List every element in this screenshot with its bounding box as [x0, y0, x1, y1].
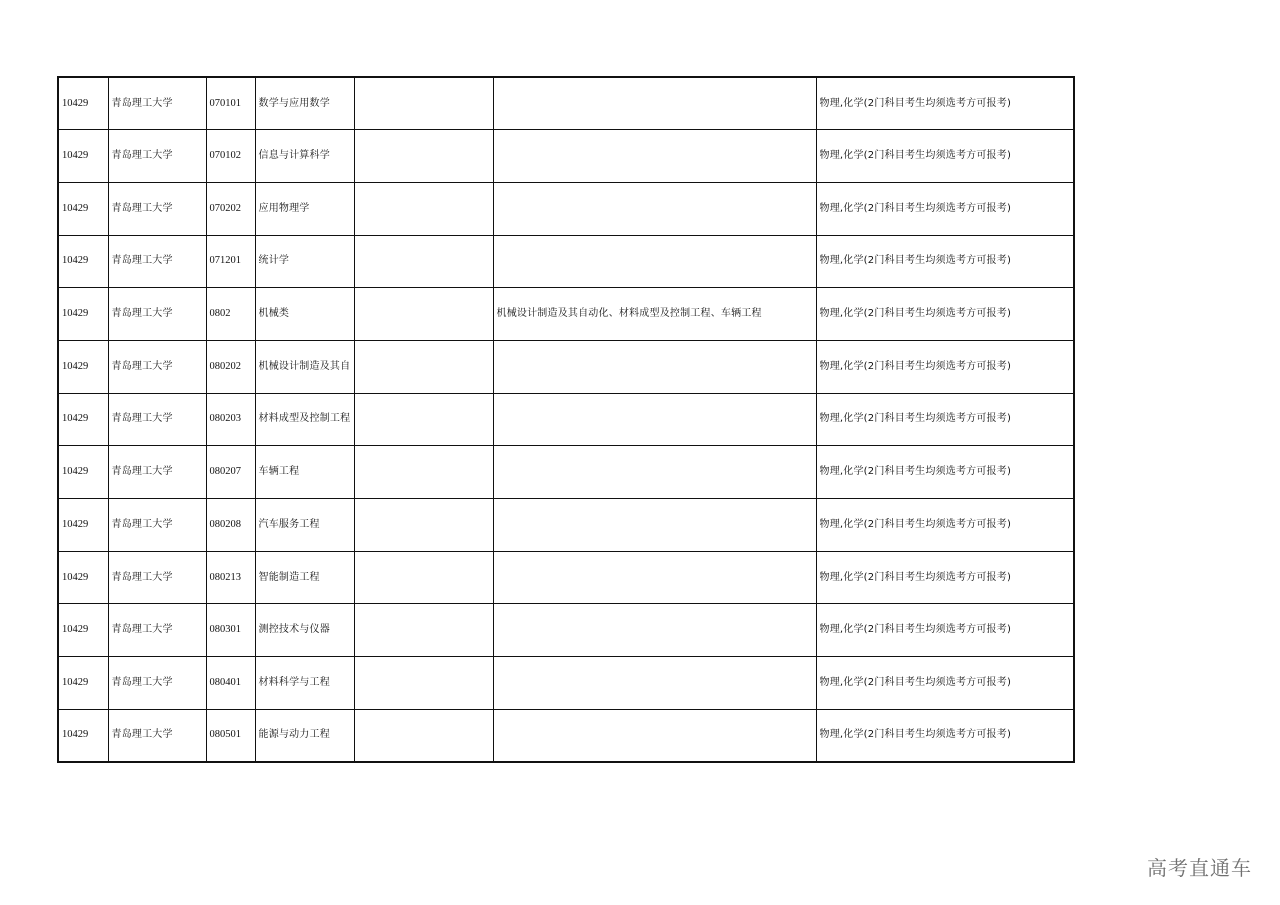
major-name-cell: 智能制造工程	[255, 551, 354, 604]
included-majors-cell	[493, 77, 816, 130]
table-row	[58, 551, 1074, 604]
included-majors-cell	[493, 130, 816, 183]
school-name-cell: 青岛理工大学	[108, 604, 206, 657]
included-majors-cell	[493, 393, 816, 446]
table-row	[58, 77, 1074, 130]
school-name-cell: 青岛理工大学	[108, 340, 206, 393]
table-row	[58, 709, 1074, 762]
table-row	[58, 604, 1074, 657]
table-row	[58, 182, 1074, 235]
subject-requirement-cell: 物理,化学(2门科目考生均须选考方可报考)	[816, 340, 1074, 393]
major-code-cell: 080501	[206, 709, 255, 762]
major-code-cell: 080301	[206, 604, 255, 657]
subject-requirement-cell: 物理,化学(2门科目考生均须选考方可报考)	[816, 182, 1074, 235]
table-row	[58, 446, 1074, 499]
subject-requirement-cell: 物理,化学(2门科目考生均须选考方可报考)	[816, 130, 1074, 183]
included-majors-cell	[493, 235, 816, 288]
school-name-cell: 青岛理工大学	[108, 393, 206, 446]
blank-cell	[354, 182, 493, 235]
school-name-cell: 青岛理工大学	[108, 499, 206, 552]
major-code-cell: 080213	[206, 551, 255, 604]
major-code-cell: 070202	[206, 182, 255, 235]
major-code-cell: 070101	[206, 77, 255, 130]
major-code-cell: 080202	[206, 340, 255, 393]
school-name-cell: 青岛理工大学	[108, 446, 206, 499]
included-majors-cell	[493, 499, 816, 552]
blank-cell	[354, 709, 493, 762]
subject-requirement-cell: 物理,化学(2门科目考生均须选考方可报考)	[816, 499, 1074, 552]
school-code-cell: 10429	[58, 130, 108, 183]
blank-cell	[354, 340, 493, 393]
table-row	[58, 393, 1074, 446]
blank-cell	[354, 77, 493, 130]
major-name-cell: 机械类	[255, 288, 354, 341]
school-code-cell: 10429	[58, 393, 108, 446]
school-code-cell: 10429	[58, 77, 108, 130]
blank-cell	[354, 446, 493, 499]
major-name-cell: 材料成型及控制工程	[255, 393, 354, 446]
included-majors-cell	[493, 340, 816, 393]
school-code-cell: 10429	[58, 235, 108, 288]
school-code-cell: 10429	[58, 288, 108, 341]
major-requirements-table	[57, 76, 1075, 763]
school-name-cell: 青岛理工大学	[108, 551, 206, 604]
major-name-cell: 汽车服务工程	[255, 499, 354, 552]
table-row	[58, 340, 1074, 393]
major-name-cell: 数学与应用数学	[255, 77, 354, 130]
blank-cell	[354, 235, 493, 288]
school-name-cell: 青岛理工大学	[108, 288, 206, 341]
blank-cell	[354, 499, 493, 552]
major-code-cell: 071201	[206, 235, 255, 288]
included-majors-cell	[493, 709, 816, 762]
included-majors-cell	[493, 446, 816, 499]
blank-cell	[354, 130, 493, 183]
school-code-cell: 10429	[58, 499, 108, 552]
major-code-cell: 0802	[206, 288, 255, 341]
school-code-cell: 10429	[58, 709, 108, 762]
school-code-cell: 10429	[58, 182, 108, 235]
major-name-cell: 能源与动力工程	[255, 709, 354, 762]
school-code-cell: 10429	[58, 551, 108, 604]
school-name-cell: 青岛理工大学	[108, 235, 206, 288]
major-code-cell: 080207	[206, 446, 255, 499]
school-code-cell: 10429	[58, 657, 108, 710]
blank-cell	[354, 551, 493, 604]
blank-cell	[354, 393, 493, 446]
blank-cell	[354, 657, 493, 710]
school-code-cell: 10429	[58, 340, 108, 393]
included-majors-cell: 机械设计制造及其自动化、材料成型及控制工程、车辆工程	[493, 288, 816, 341]
school-code-cell: 10429	[58, 446, 108, 499]
school-name-cell: 青岛理工大学	[108, 657, 206, 710]
school-name-cell: 青岛理工大学	[108, 709, 206, 762]
watermark-text: 高考直通车	[1147, 856, 1252, 880]
subject-requirement-cell: 物理,化学(2门科目考生均须选考方可报考)	[816, 604, 1074, 657]
subject-requirement-cell: 物理,化学(2门科目考生均须选考方可报考)	[816, 446, 1074, 499]
major-name-cell: 机械设计制造及其自	[255, 340, 354, 393]
included-majors-cell	[493, 604, 816, 657]
major-code-cell: 080401	[206, 657, 255, 710]
major-code-cell: 080208	[206, 499, 255, 552]
included-majors-cell	[493, 551, 816, 604]
subject-requirement-cell: 物理,化学(2门科目考生均须选考方可报考)	[816, 657, 1074, 710]
school-code-cell: 10429	[58, 604, 108, 657]
subject-requirement-cell: 物理,化学(2门科目考生均须选考方可报考)	[816, 393, 1074, 446]
major-code-cell: 080203	[206, 393, 255, 446]
major-code-cell: 070102	[206, 130, 255, 183]
major-name-cell: 统计学	[255, 235, 354, 288]
table-row	[58, 657, 1074, 710]
table-row	[58, 288, 1074, 341]
subject-requirement-cell: 物理,化学(2门科目考生均须选考方可报考)	[816, 235, 1074, 288]
table-body	[58, 77, 1074, 762]
blank-cell	[354, 288, 493, 341]
table-row	[58, 499, 1074, 552]
major-name-cell: 信息与计算科学	[255, 130, 354, 183]
major-name-cell: 材料科学与工程	[255, 657, 354, 710]
table-row	[58, 235, 1074, 288]
included-majors-cell	[493, 182, 816, 235]
subject-requirement-cell: 物理,化学(2门科目考生均须选考方可报考)	[816, 77, 1074, 130]
table-row	[58, 130, 1074, 183]
major-name-cell: 车辆工程	[255, 446, 354, 499]
school-name-cell: 青岛理工大学	[108, 130, 206, 183]
subject-requirement-cell: 物理,化学(2门科目考生均须选考方可报考)	[816, 288, 1074, 341]
included-majors-cell	[493, 657, 816, 710]
major-name-cell: 测控技术与仪器	[255, 604, 354, 657]
major-name-cell: 应用物理学	[255, 182, 354, 235]
subject-requirement-cell: 物理,化学(2门科目考生均须选考方可报考)	[816, 551, 1074, 604]
blank-cell	[354, 604, 493, 657]
subject-requirement-cell: 物理,化学(2门科目考生均须选考方可报考)	[816, 709, 1074, 762]
school-name-cell: 青岛理工大学	[108, 77, 206, 130]
school-name-cell: 青岛理工大学	[108, 182, 206, 235]
